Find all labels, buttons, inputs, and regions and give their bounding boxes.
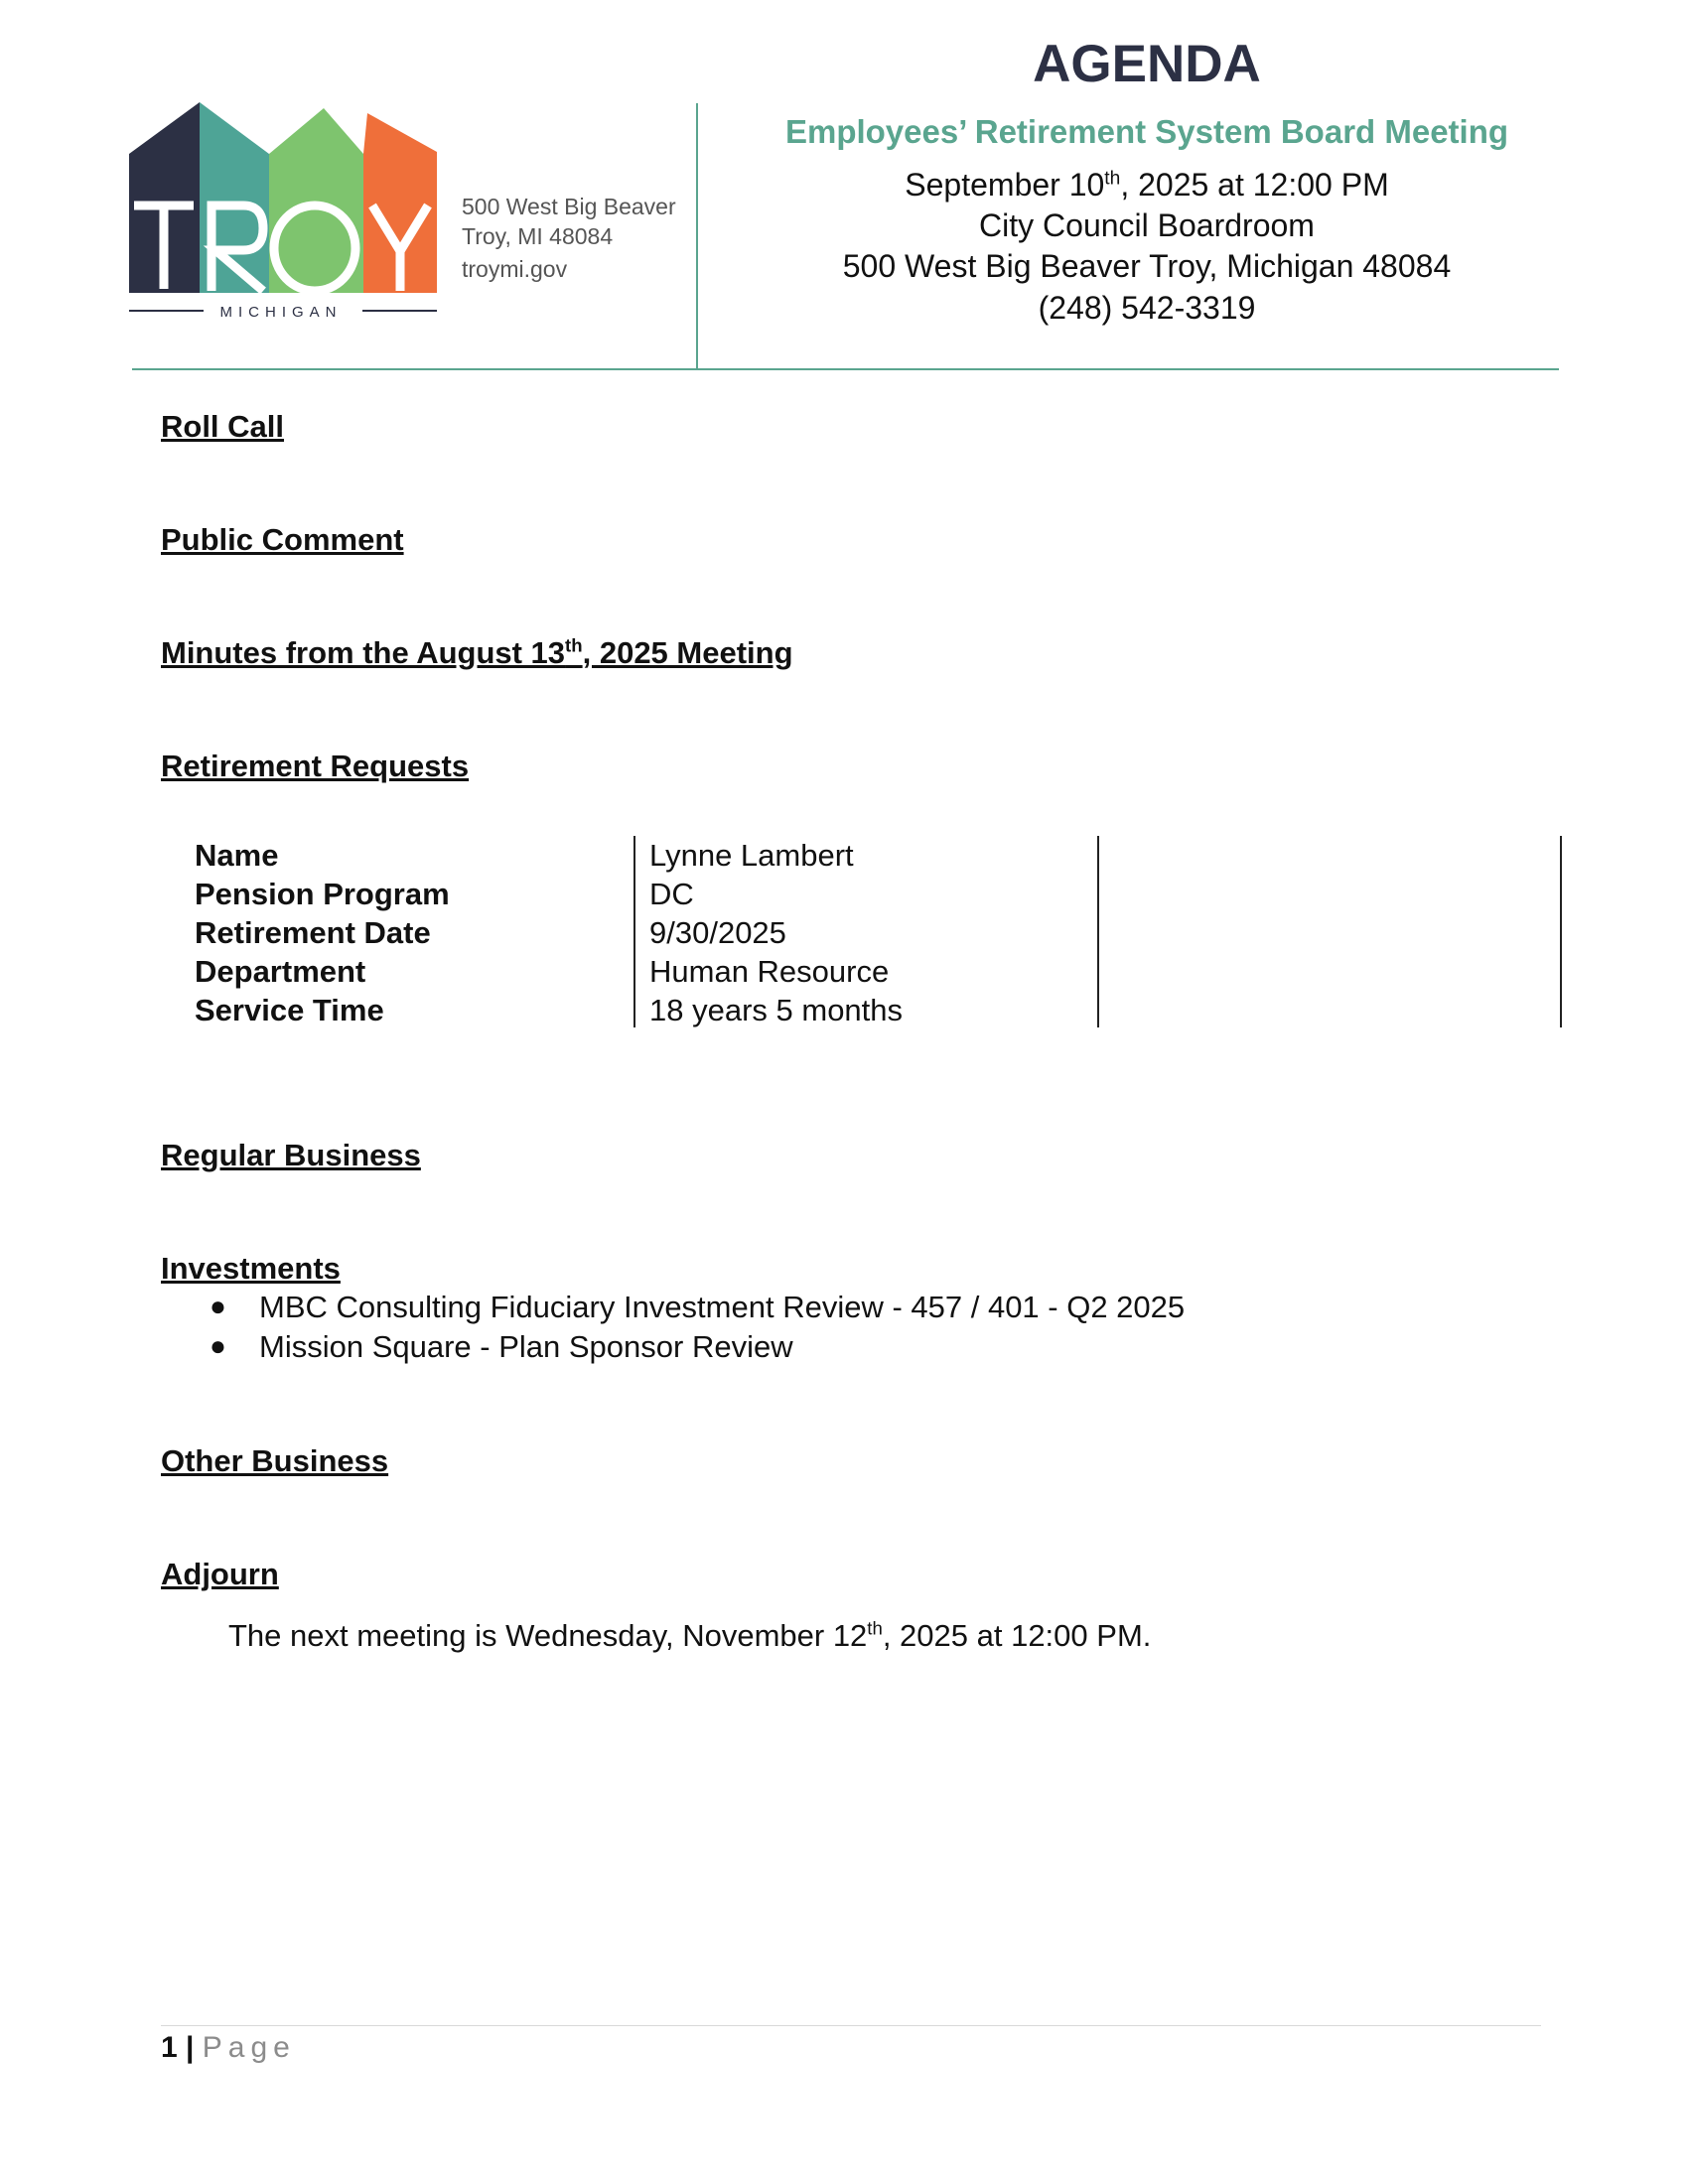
table-label-pension-program: Pension Program: [195, 877, 450, 911]
table-label-retirement-date: Retirement Date: [195, 915, 431, 950]
investment-item: MBC Consulting Fiduciary Investment Review - 457 / 401 - Q2 2025: [259, 1290, 1186, 1324]
table-divider-3: [1560, 836, 1562, 1027]
page-title: AGENDA: [1033, 35, 1261, 93]
next-meeting-text: The next meeting is Wednesday, November 12th, 2025 at 12:00 PM.: [228, 1617, 1152, 1653]
troy-logo: [124, 94, 442, 323]
table-divider-1: [633, 836, 635, 1027]
section-retirement-requests: Retirement Requests: [161, 749, 470, 783]
section-investments: Investments: [161, 1251, 341, 1286]
header-vertical-divider: [696, 103, 698, 369]
logo-website: troymi.gov: [462, 256, 568, 282]
page-separator: |: [186, 2031, 195, 2064]
meeting-phone: (248) 542-3319: [1038, 290, 1256, 326]
table-value-service-time: 18 years 5 months: [649, 993, 904, 1027]
footer-divider: [161, 2025, 1541, 2026]
page-number: 1: [161, 2031, 178, 2064]
table-value-retirement-date: 9/30/2025: [649, 915, 786, 950]
meeting-address: 500 West Big Beaver Troy, Michigan 48084: [842, 248, 1452, 284]
table-value-pension-program: DC: [649, 877, 694, 911]
section-public-comment: Public Comment: [161, 522, 404, 557]
meeting-date: September 10th, 2025 at 12:00 PM: [905, 167, 1389, 203]
section-other-business: Other Business: [161, 1443, 389, 1478]
page-footer: [161, 2033, 296, 2063]
section-roll-call: Roll Call: [161, 409, 285, 444]
logo-address-line2: Troy, MI 48084: [462, 223, 614, 249]
header-horizontal-divider: [132, 368, 1559, 370]
board-name: Employees’ Retirement System Board Meeting: [784, 113, 1509, 150]
table-label-service-time: Service Time: [195, 993, 384, 1027]
table-value-name: Lynne Lambert: [649, 838, 854, 873]
logo-state-text: MICHIGAN: [219, 304, 343, 321]
bullet-icon: ●: [210, 1291, 226, 1321]
table-label-name: Name: [195, 838, 279, 873]
logo-address-line1: 500 West Big Beaver: [462, 194, 676, 219]
section-regular-business: Regular Business: [161, 1138, 421, 1172]
bullet-icon: ●: [210, 1330, 226, 1361]
investment-item: Mission Square - Plan Sponsor Review: [259, 1329, 793, 1364]
meeting-location: City Council Boardroom: [979, 207, 1315, 243]
table-value-department: Human Resource: [649, 954, 890, 989]
section-adjourn: Adjourn: [161, 1557, 279, 1591]
table-label-department: Department: [195, 954, 366, 989]
section-minutes: Minutes from the August 13th, 2025 Meeting: [161, 634, 793, 670]
page-word: Page: [202, 2031, 296, 2064]
table-divider-2: [1097, 836, 1099, 1027]
